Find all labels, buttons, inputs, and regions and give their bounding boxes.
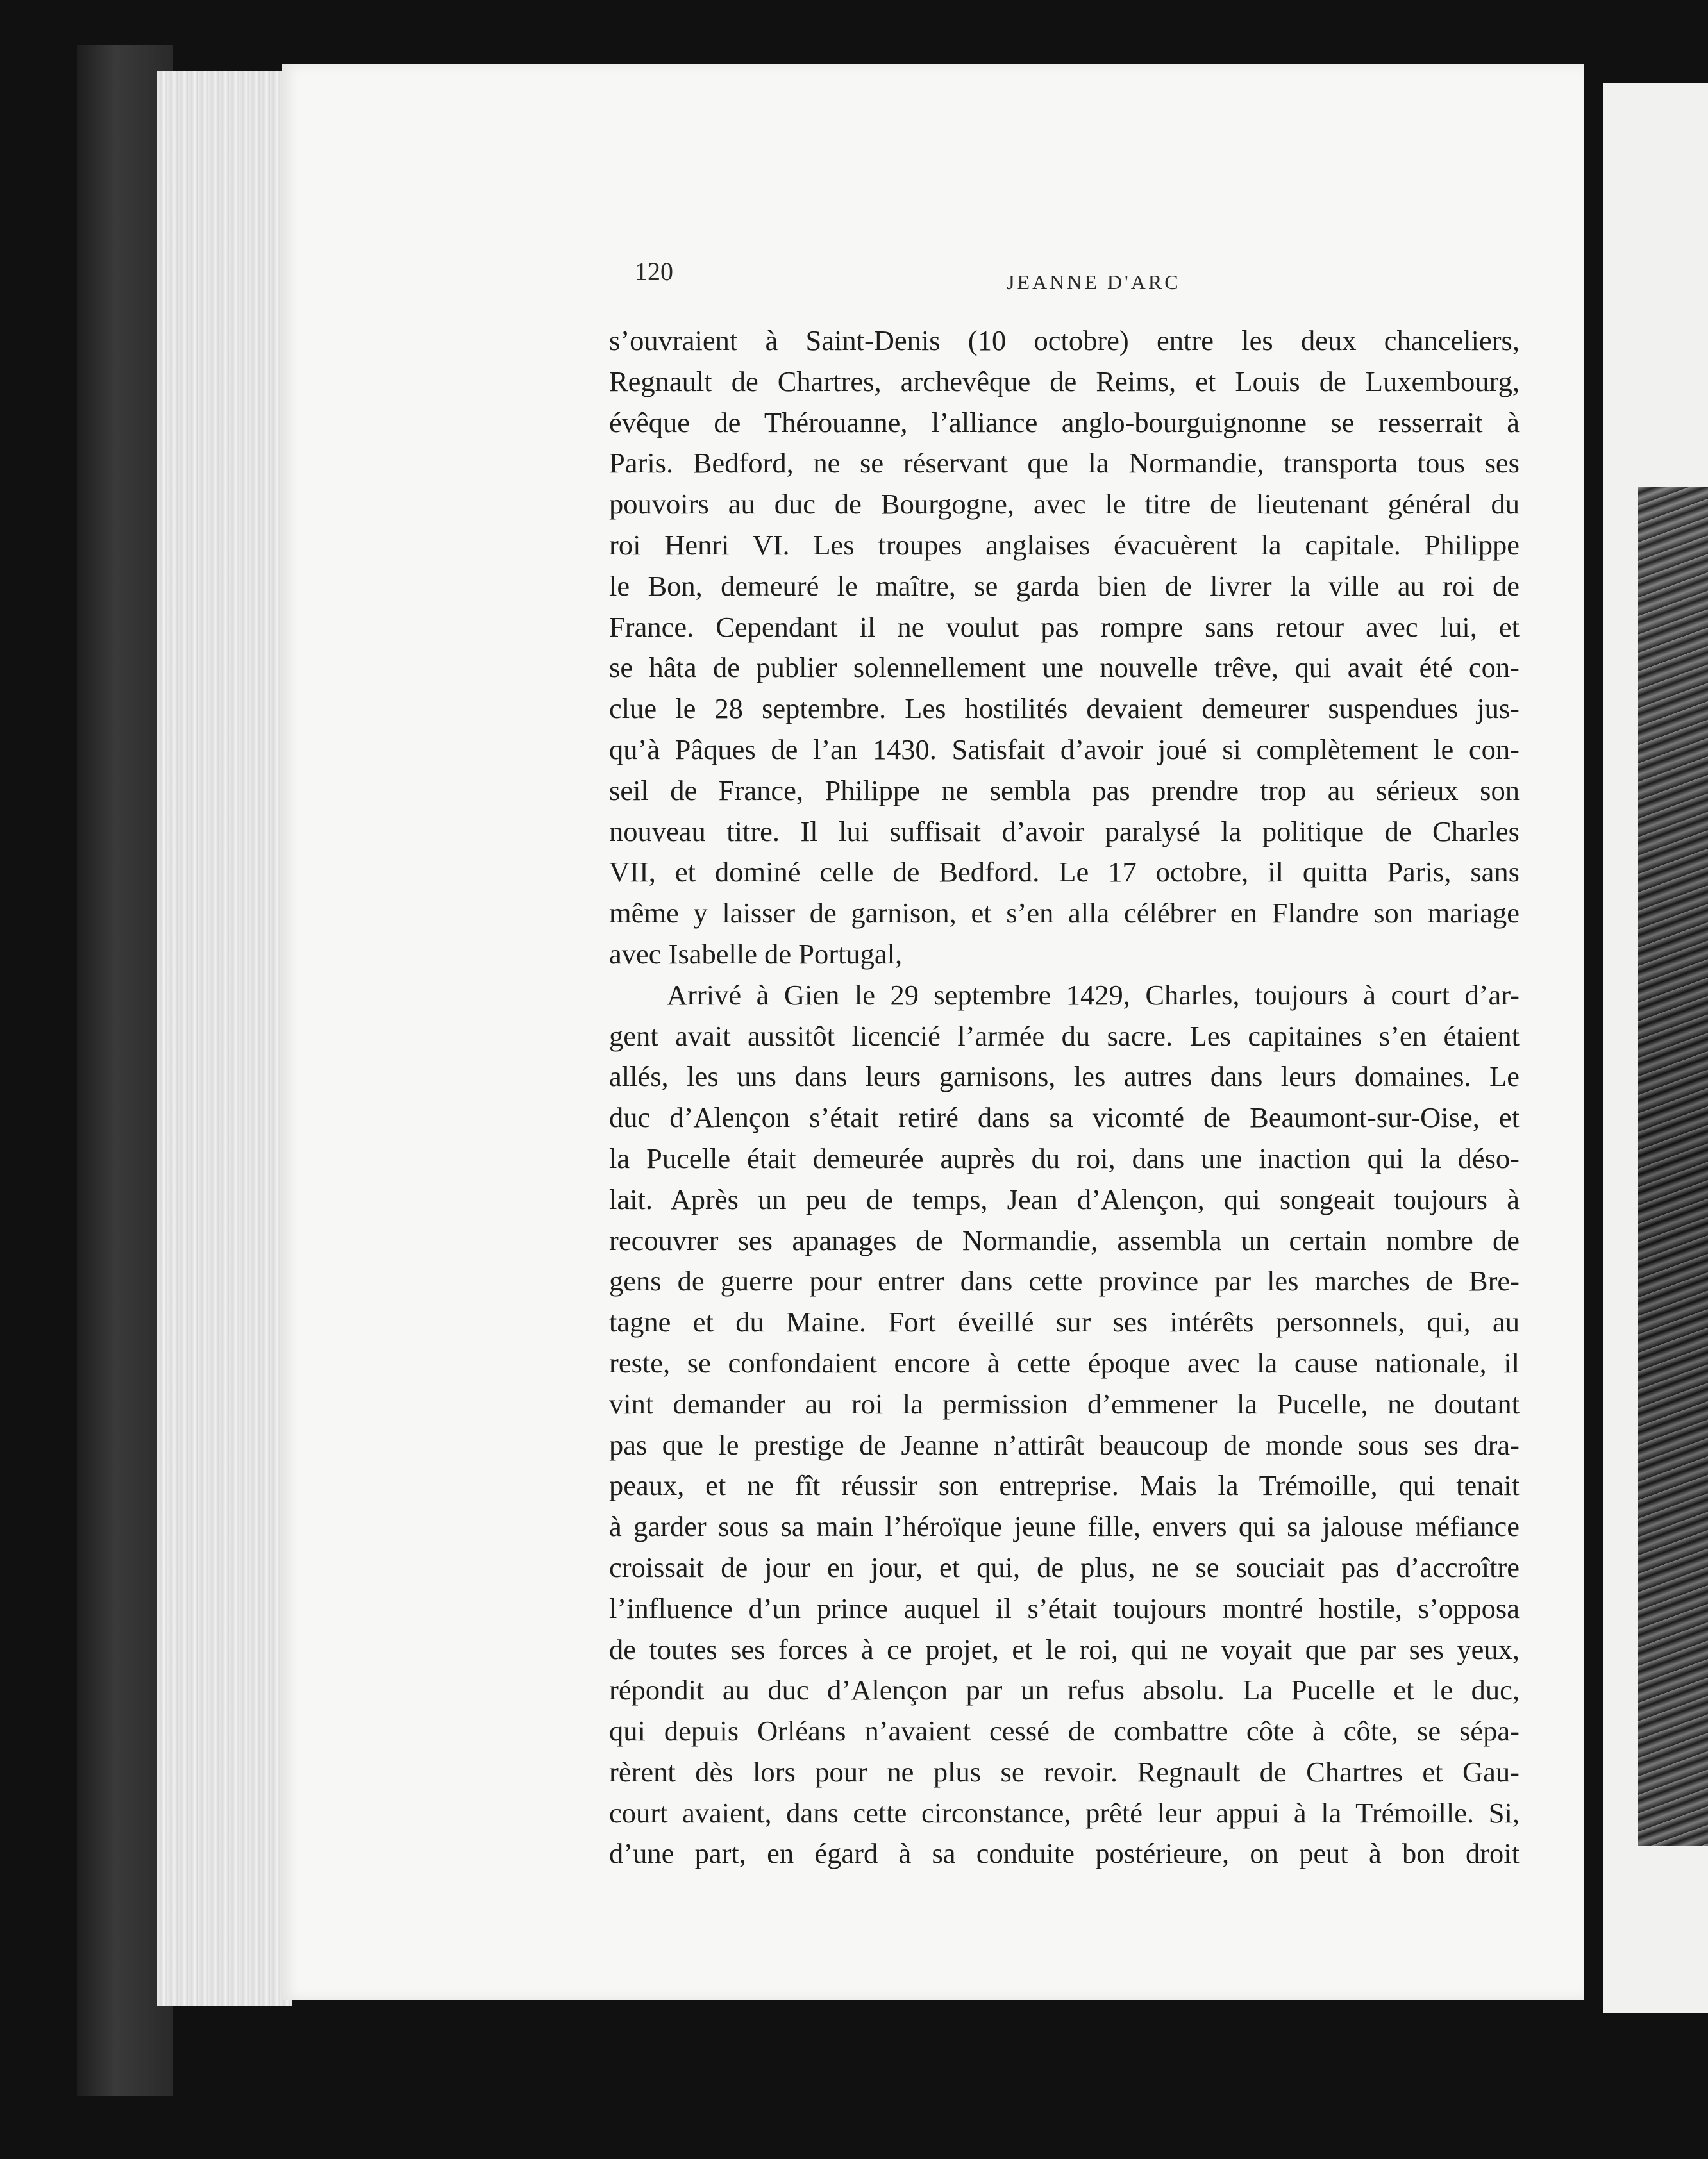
running-head: JEANNE D'ARC (1007, 271, 1181, 294)
text-line: court avaient, dans cette circonstance, prêté leur appui à la Trémoille. Si, (609, 1796, 1520, 1829)
text-line: pouvoirs au duc de Bourgogne, avec le titre de lieutenant général du (609, 488, 1520, 521)
text-line: gent avait aussitôt licencié l’armée du sacre. Les capitaines s’en étaient (609, 1019, 1520, 1052)
text-line: peaux, et ne fît réussir son entreprise. Mais la Trémoille, qui tenait (609, 1469, 1520, 1502)
text-line: seil de France, Philippe ne sembla pas prendre trop au sérieux son (609, 774, 1520, 806)
text-line: s’ouvraient à Saint-Denis (10 octobre) entre les deux chanceliers, (609, 324, 1520, 356)
text-line: vint demander au roi la permission d’emmener la Pucelle, ne doutant (609, 1387, 1520, 1420)
text-line: Paris. Bedford, ne se réservant que la Normandie, transporta tous ses (609, 447, 1520, 479)
text-line: VII, et dominé celle de Bedford. Le 17 octobre, il quitta Paris, sans (609, 856, 1520, 888)
text-line: nouveau titre. Il lui suffisait d’avoir paralysé la politique de Charles (609, 815, 1520, 847)
text-line: allés, les uns dans leurs garnisons, les autres dans leurs domaines. Le (609, 1060, 1520, 1093)
page-number: 120 (635, 257, 673, 286)
text-line: Arrivé à Gien le 29 septembre 1429, Charles, toujours à court d’ar- (667, 978, 1520, 1011)
body-text (609, 321, 1520, 1874)
text-line: recouvrer ses apanages de Normandie, assembla un certain nombre de (609, 1224, 1520, 1256)
text-line: clue le 28 septembre. Les hostilités devaient demeurer suspendues jus- (609, 692, 1520, 725)
text-line: croissait de jour en jour, et qui, de plus, ne se souciait pas d’accroître (609, 1551, 1520, 1583)
facing-page-photograph (1638, 487, 1708, 1846)
text-line: qu’à Pâques de l’an 1430. Satisfait d’avoir joué si complètement le con- (609, 733, 1520, 765)
text-line: de toutes ses forces à ce projet, et le roi, qui ne voyait que par ses yeux, (609, 1633, 1520, 1665)
text-line: roi Henri VI. Les troupes anglaises évacuèrent la capitale. Philippe (609, 528, 1520, 561)
text-line: évêque de Thérouanne, l’alliance anglo-bourguignonne se resserrait à (609, 406, 1520, 438)
text-line: se hâta de publier solennellement une nouvelle trêve, qui avait été con- (609, 651, 1520, 684)
text-line: même y laisser de garnison, et s’en alla célébrer en Flandre son mariage (609, 897, 1520, 929)
text-line: l’influence d’un prince auquel il s’était toujours montré hostile, s’opposa (609, 1592, 1520, 1624)
text-line: la Pucelle était demeurée auprès du roi, dans une inaction qui la déso- (609, 1142, 1520, 1174)
text-line: reste, se confondaient encore à cette époque avec la cause nationale, il (609, 1346, 1520, 1379)
text-line: gens de guerre pour entrer dans cette province par les marches de Bre- (609, 1265, 1520, 1297)
paragraph-1 (609, 321, 1520, 975)
text-line: le Bon, demeuré le maître, se garda bien de livrer la ville au roi de (609, 569, 1520, 602)
text-line: d’une part, en égard à sa conduite postérieure, on peut à bon droit (609, 1837, 1520, 1870)
text-line: rèrent dès lors pour ne plus se revoir. Regnault de Chartres et Gau- (609, 1755, 1520, 1788)
text-line: duc d’Alençon s’était retiré dans sa vicomté de Beaumont-sur-Oise, et (609, 1101, 1520, 1134)
text-line: tagne et du Maine. Fort éveillé sur ses intérêts personnels, qui, au (609, 1306, 1520, 1338)
text-line: à garder sous sa main l’héroïque jeune fille, envers qui sa jalouse méfiance (609, 1510, 1520, 1543)
paragraph-2 (609, 975, 1520, 1875)
text-line: qui depuis Orléans n’avaient cessé de combattre côte à côte, se sépa- (609, 1715, 1520, 1747)
text-line: lait. Après un peu de temps, Jean d’Alençon, qui songeait toujours à (609, 1183, 1520, 1215)
text-line: France. Cependant il ne voulut pas rompre sans retour avec lui, et (609, 610, 1520, 643)
text-line: Regnault de Chartres, archevêque de Reims, et Louis de Luxembourg, (609, 365, 1520, 397)
text-line: avec Isabelle de Portugal, (609, 937, 903, 970)
text-line: pas que le prestige de Jeanne n’attirât beaucoup de monde sous ses dra- (609, 1428, 1520, 1461)
page-edges (157, 71, 292, 2006)
page-header (635, 256, 1520, 295)
text-line: répondit au duc d’Alençon par un refus absolu. La Pucelle et le duc, (609, 1674, 1520, 1706)
